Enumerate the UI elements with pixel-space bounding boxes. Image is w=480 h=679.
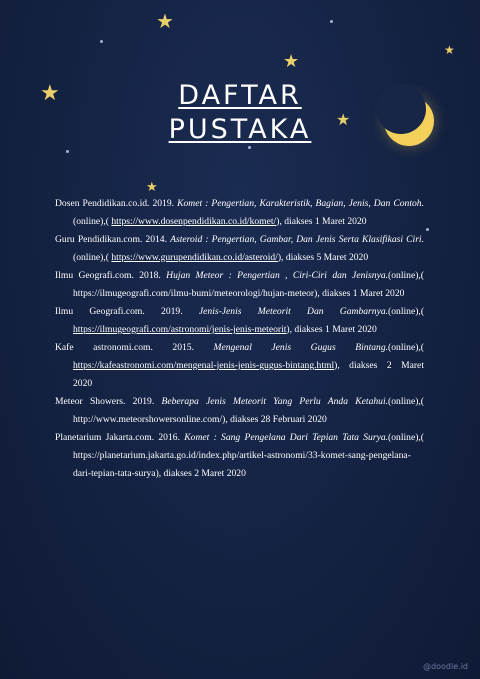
reference-item: Dosen Pendidikan.co.id. 2019. Komet : Pengertian, Karakteristik, Bagian, Jenis, Dan Contoh.(online),( https://www.dosenpendidikan.co.id/komet/), diakses 1 Maret 2020	[55, 198, 424, 227]
reference-link[interactable]: https://www.gurupendidikan.co.id/asteroid/	[111, 252, 278, 263]
reference-link[interactable]: https://www.dosenpendidikan.co.id/komet/	[111, 216, 277, 227]
dot-icon	[66, 150, 69, 153]
dot-icon	[100, 40, 103, 43]
star-icon: ★	[40, 80, 60, 105]
star-icon: ★	[156, 11, 174, 33]
reference-item: Kafe astronomi.com. 2015. Mengenal Jenis Gugus Bintang.(online),( https://kafeastronomi.com/mengenal-jenis-jenis-gugus-bintang.html), diakses 2 Maret 2020	[55, 342, 424, 389]
watermark: @doodle.id	[423, 662, 468, 671]
reference-item: Ilmu Geografi.com. 2018. Hujan Meteor : Pengertian , Ciri-Ciri dan Jenisnya.(online),( https://ilmugeografi.com/ilmu-bumi/meteorologi/hujan-meteor), diakses 1 Maret 2020	[55, 270, 424, 299]
reference-item: Planetarium Jakarta.com. 2016. Komet : Sang Pengelana Dari Tepian Tata Surya.(online),( https://planetarium.jakarta.go.id/index.php/artikel-astronomi/33-komet-sang-pengelana-dari-tepian-tata-surya), diakses 2 Maret 2020	[55, 432, 424, 479]
page-title-line2: PUSTAKA	[168, 114, 312, 145]
dot-icon	[248, 146, 251, 149]
page-title-line1: DAFTAR	[178, 80, 302, 111]
dot-icon	[330, 20, 333, 23]
star-icon: ★	[336, 112, 351, 129]
reference-link[interactable]: https://kafeastronomi.com/mengenal-jenis-jenis-gugus-bintang.html	[73, 360, 335, 371]
reference-link[interactable]: https://ilmugeografi.com/astronomi/jenis-jenis-meteorit	[73, 324, 287, 335]
reference-item: Meteor Showers. 2019. Beberapa Jenis Meteorit Yang Perlu Anda Ketahui.(online),( http://www.meteorshowersonline.com/), diakses 28 Februari 2020	[55, 396, 424, 425]
star-icon: ★	[444, 43, 455, 57]
reference-item: Guru Pendidikan.com. 2014. Asteroid : Pengertian, Gambar, Dan Jenis Serta Klasifikasi Ciri.(online),( https://www.gurupendidikan.co.id/asteroid/), diakses 5 Maret 2020	[55, 234, 424, 263]
reference-item: Ilmu Geografi.com. 2019. Jenis-Jenis Meteorit Dan Gambarnya.(online),( https://ilmugeografi.com/astronomi/jenis-jenis-meteorit), diakses 1 Maret 2020	[55, 306, 425, 335]
star-icon: ★	[283, 51, 300, 71]
dot-icon	[426, 228, 429, 231]
reference-list	[55, 195, 424, 483]
star-icon: ★	[146, 179, 158, 194]
